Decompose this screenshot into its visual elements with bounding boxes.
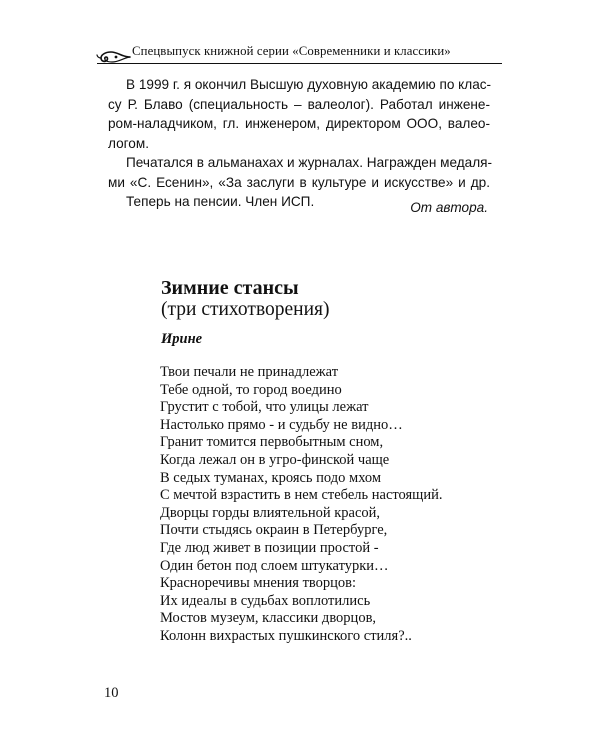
verse-line: Дворцы горды влиятельной красой,: [160, 504, 381, 521]
verse-line: Почти стыдясь окраин в Петербурге,: [160, 522, 388, 539]
author-note-line: су Р. Блаво (специальность – валеолог). Работал инжене-: [108, 96, 490, 112]
verse-line: В седых туманах, кроясь подо мхом: [160, 469, 382, 486]
verse-line: Гранит томится первобытным сном,: [160, 434, 384, 451]
verse-line: Колонн вихрастых пушкинского стиля?..: [160, 627, 412, 644]
verse-line: Где люд живет в позиции простой -: [160, 539, 379, 556]
author-note-line: ром-наладчиком, гл. инженером, директором ООО, валео-: [108, 116, 490, 131]
author-note-line: В 1999 г. я окончил Высшую духовную академию по клас-: [126, 77, 492, 92]
author-note-line: ми «С. Есенин», «За заслуги в культуре и искусстве» и др.: [108, 174, 490, 190]
author-signature: От автора.: [410, 200, 488, 215]
poem-dedication: Ирине: [161, 331, 203, 347]
verse-line: Когда лежал он в угро-финской чаще: [160, 451, 390, 468]
author-note-line: логом.: [108, 135, 149, 151]
verse-line: Их идеалы в судьбах воплотились: [160, 592, 371, 609]
poem-title: Зимние стансы: [161, 277, 299, 299]
poem-stanza: [160, 364, 443, 646]
author-note-line: Печатался в альманахах и журналах. Награжден медаля-: [126, 155, 493, 170]
poem-subtitle: (три стихотворения): [161, 299, 330, 320]
verse-line: Твои печали не принадлежат: [160, 364, 339, 380]
verse-line: Красноречивы мнения творцов:: [160, 575, 357, 592]
header-rule: [97, 63, 502, 64]
verse-line: Грустит с тобой, что улицы лежат: [160, 399, 369, 416]
page-number: 10: [104, 685, 119, 701]
verse-line: Тебе одной, то город воедино: [160, 381, 342, 398]
author-note-line: Теперь на пенсии. Член ИСП.: [126, 194, 315, 209]
author-note: [108, 75, 493, 212]
verse-line: С мечтой взрастить в нем стебель настоящий.: [160, 487, 443, 504]
verse-line: Мостов музеум, классики дворцов,: [160, 610, 377, 627]
verse-line: Настолько прямо - и судьбу не видно…: [160, 416, 403, 433]
running-header-title: Спецвыпуск книжной серии «Современники и классики»: [132, 44, 451, 58]
verse-line: Один бетон под слоем штукатурки…: [160, 557, 389, 574]
